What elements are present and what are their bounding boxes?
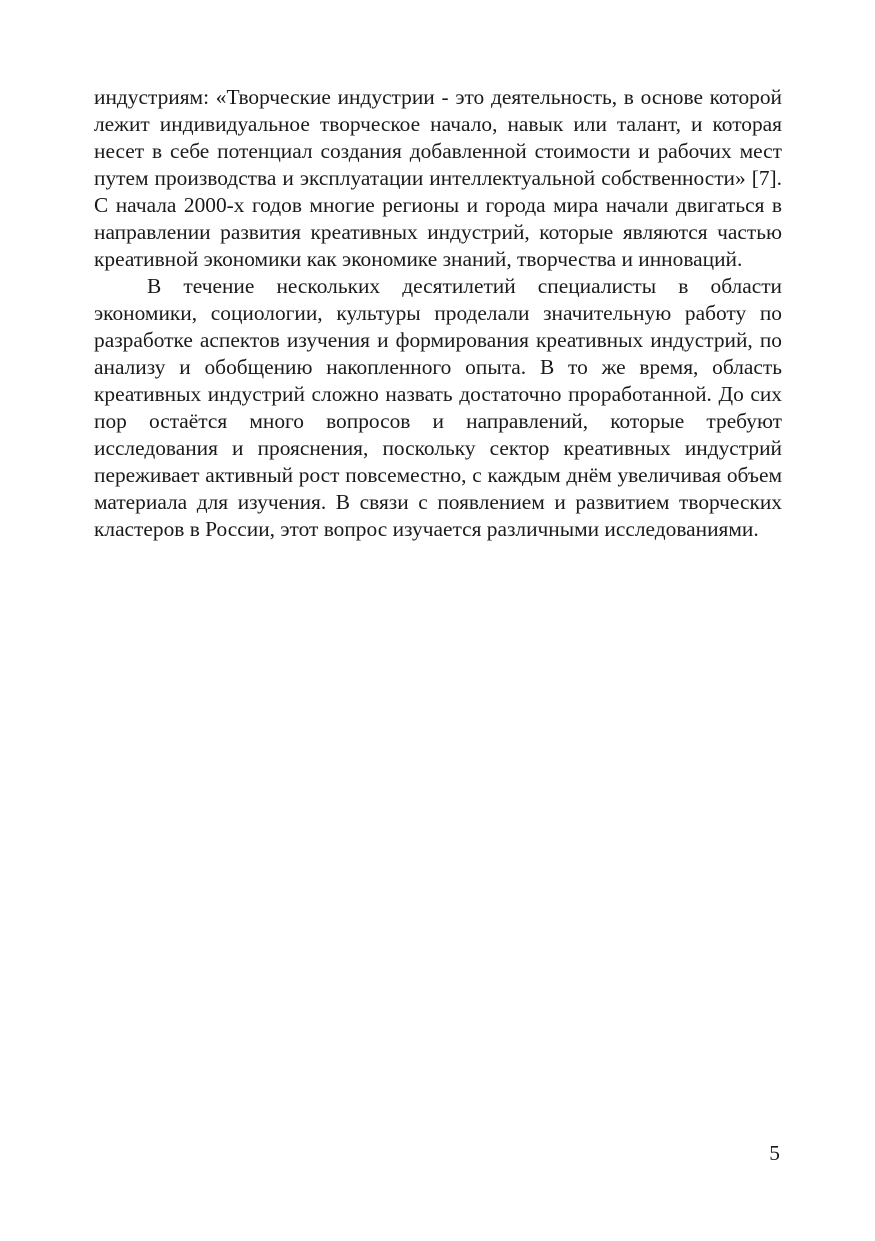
body-text xyxy=(94,84,782,543)
paragraph-2: В течение нескольких десятилетий специалисты в области экономики, социологии, культуры проделали значительную работу по разработке аспектов изучения и формирования креативных индустрий, по анализу и обобщению накопленного опыта. В то же время, область креативных индустрий сложно назвать достаточно проработанной. До сих пор остаётся много вопросов и направлений, которые требуют исследования и прояснения, поскольку сектор креативных индустрий переживает активный рост повсеместно, с каждым днём увеличивая объем материала для изучения. В связи с появлением и развитием творческих кластеров в России, этот вопрос изучается различными исследованиями. xyxy=(94,274,782,541)
page-number: 5 xyxy=(769,1141,780,1165)
paragraph-1: индустриям: «Творческие индустрии - это деятельность, в основе которой лежит индивидуальное творческое начало, навык или талант, и которая несет в себе потенциал создания добавленной стоимости и рабочих мест путем производства и эксплуатации интеллектуальной собственности» [7]. С начала 2000-х годов многие регионы и города мира начали двигаться в направлении развития креативных индустрий, которые являются частью креативной экономики как экономике знаний, творчества и инноваций. xyxy=(94,85,782,271)
